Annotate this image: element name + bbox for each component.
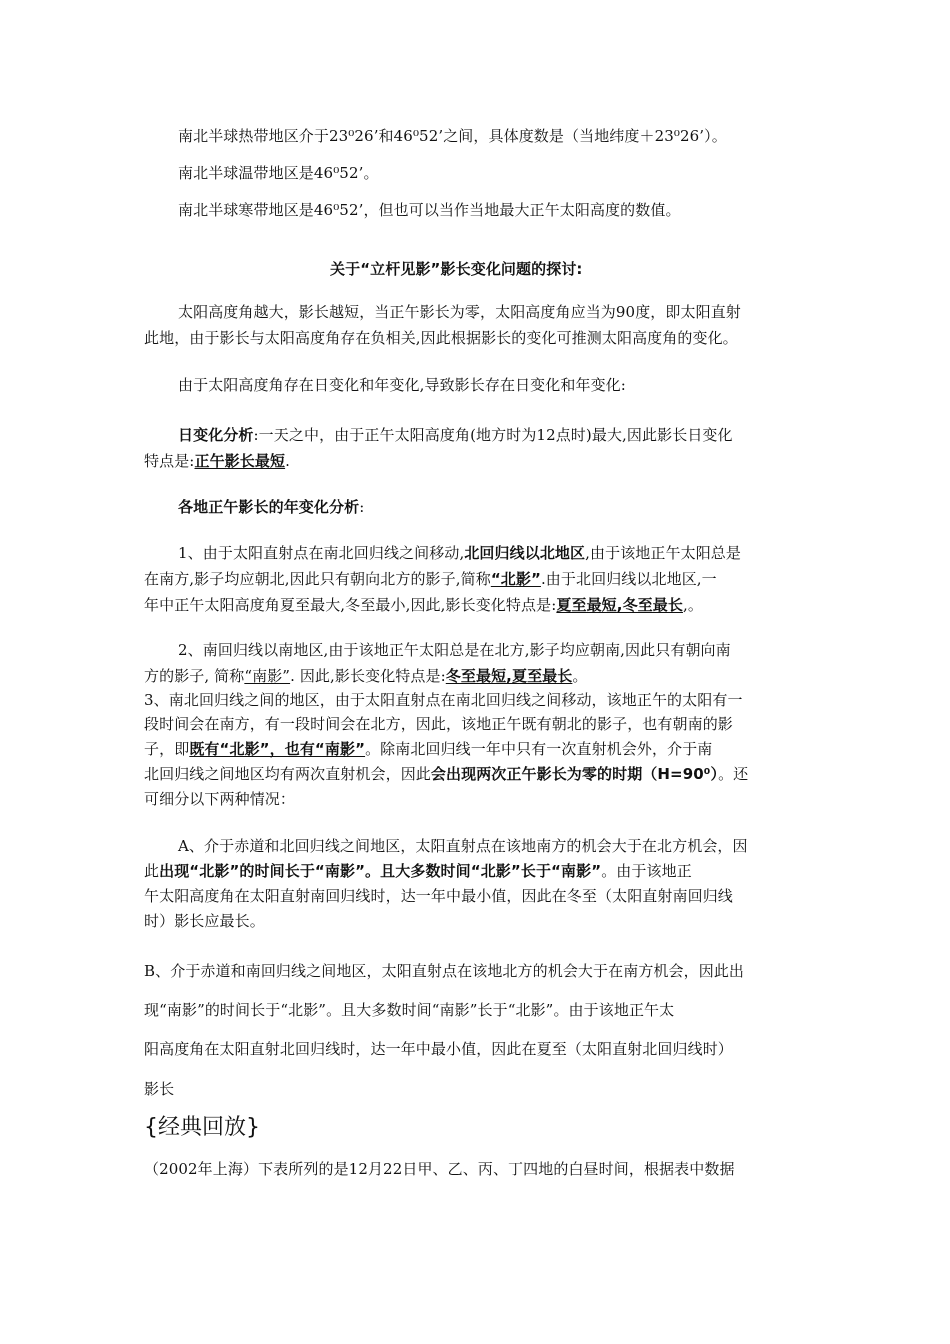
caseA-key-point: 出现“北影”的时间长于“南影”。且大多数时间“北影”长于“南影” — [159, 862, 602, 880]
section-title: 关于“立杆见影”影长变化问题的探讨: — [330, 260, 583, 278]
item1-north-shadow: “北影” — [490, 570, 541, 588]
item3-line-2: 段时间会在南方，有一段时间会在北方，因此，该地正午既有朝北的影子，也有朝南的影 — [144, 715, 733, 733]
climate-line-tropical: 南北半球热带地区介于23⁰26’和46⁰52’之间，具体度数是（当地纬度＋23⁰26’）。 — [178, 127, 727, 145]
item2-line-2 — [144, 663, 587, 689]
caseA-text-c: 。由于该地正 — [601, 862, 692, 880]
caseB-line-3: 阳高度角在太阳直射北回归线时，达一年中最小值，因此在夏至（太阳直射北回归线时） — [144, 1040, 733, 1058]
item1-text-i: ,。 — [682, 596, 703, 614]
daily-key-point: 正午影长最短 — [194, 452, 286, 470]
item1-line-3 — [144, 592, 703, 618]
item1-key-point: 夏至最短,冬至最长 — [556, 596, 683, 614]
daily-text-2a: 特点是: — [144, 452, 195, 470]
daily-line-1 — [178, 422, 733, 448]
climate-line-temperate: 南北半球温带地区是46⁰52’。 — [178, 164, 379, 182]
item1-line-2 — [144, 566, 717, 592]
item1-region: 北回归线以北地区 — [464, 544, 586, 562]
item3-zero-shadow: 会出现两次正午影长为零的时期（H=90⁰） — [430, 765, 719, 783]
item3-text-4c: 。还 — [718, 765, 749, 783]
daily-line-2 — [144, 448, 290, 474]
item3-text-4a: 北回归线之间地区均有两次直射机会，因此 — [144, 765, 431, 783]
item3-line-3 — [144, 736, 712, 762]
item2-text-d: . 因此,影长变化特点是: — [290, 667, 446, 685]
caseA-line-2 — [144, 858, 692, 884]
daily-text-1: :一天之中，由于正午太阳高度角(地方时为12点时)最大,因此影长日变化 — [253, 426, 733, 444]
item1-text-g: 年中正午太阳高度角夏至最大,冬至最小,因此,影长变化特点是: — [144, 596, 557, 614]
item1-line-1 — [178, 540, 741, 566]
caseA-line-1: A、介于赤道和北回归线之间地区，太阳直射点在该地南方的机会大于在北方机会，因 — [178, 837, 748, 855]
item1-text-c: ,由于该地正午太阳总是 — [585, 544, 742, 562]
caseA-line-4: 时）影长应最长。 — [144, 912, 265, 930]
item1-text-a: 1、由于太阳直射点在南北回归线之间移动, — [178, 544, 465, 562]
annual-colon: : — [359, 498, 365, 516]
item3-text-c: 。除南北回归线一年中只有一次直射机会外，介于南 — [365, 740, 713, 758]
item3-line-5: 可细分以下两种情况： — [144, 790, 296, 808]
item3-both-shadows: 既有“北影”，也有“南影” — [189, 740, 366, 758]
item2-line-1: 2、南回归线以南地区,由于该地正午太阳总是在北方,影子均应朝南,因此只有朝向南 — [178, 641, 731, 659]
review-heading: {经典回放} — [144, 1115, 260, 1140]
intro-line-1: 太阳高度角越大，影长越短，当正午影长为零，太阳高度角应当为90度，即太阳直射 — [178, 303, 741, 321]
cause-paragraph: 由于太阳高度角存在日变化和年变化,导致影长存在日变化和年变化: — [178, 376, 626, 394]
caseB-line-1: B、介于赤道和南回归线之间地区，太阳直射点在该地北方的机会大于在南方机会，因此出 — [144, 962, 745, 980]
daily-label: 日变化分析 — [178, 426, 254, 444]
item2-text-f: 。 — [572, 667, 588, 685]
daily-text-2b: . — [285, 452, 290, 470]
question-text: （2002年上海）下表所列的是12月22日甲、乙、丙、丁四地的白昼时间，根据表中数据 — [144, 1160, 735, 1178]
item1-text-f: .由于北回归线以北地区,一 — [540, 570, 717, 588]
annual-title-line — [178, 494, 364, 520]
item2-south-shadow: “南影” — [244, 667, 291, 685]
caseB-line-4: 影长 — [144, 1080, 175, 1098]
item3-text-a: 子，即 — [144, 740, 190, 758]
caseA-line-3: 午太阳高度角在太阳直射南回归线时，达一年中最小值，因此在冬至（太阳直射南回归线 — [144, 887, 733, 905]
annual-title: 各地正午影长的年变化分析 — [178, 498, 360, 516]
caseA-text-a: 此 — [144, 862, 160, 880]
intro-line-2: 此地，由于影长与太阳高度角存在负相关,因此根据影长的变化可推测太阳高度角的变化。 — [144, 329, 738, 347]
item3-line-1: 3、南北回归线之间的地区，由于太阳直射点在南北回归线之间移动，该地正午的太阳有一 — [144, 691, 743, 709]
caseB-line-2: 现“南影”的时间长于“北影”。且大多数时间“南影”长于“北影”。由于该地正午太 — [144, 1001, 675, 1019]
item1-text-d: 在南方,影子均应朝北,因此只有朝向北方的影子,简称 — [144, 570, 491, 588]
item2-key-point: 冬至最短,夏至最长 — [445, 667, 573, 685]
item3-line-4 — [144, 761, 748, 787]
item2-text-b: 方的影子, 简称 — [144, 667, 245, 685]
climate-line-frigid: 南北半球寒带地区是46⁰52’，但也可以当作当地最大正午太阳高度的数值。 — [178, 201, 681, 219]
